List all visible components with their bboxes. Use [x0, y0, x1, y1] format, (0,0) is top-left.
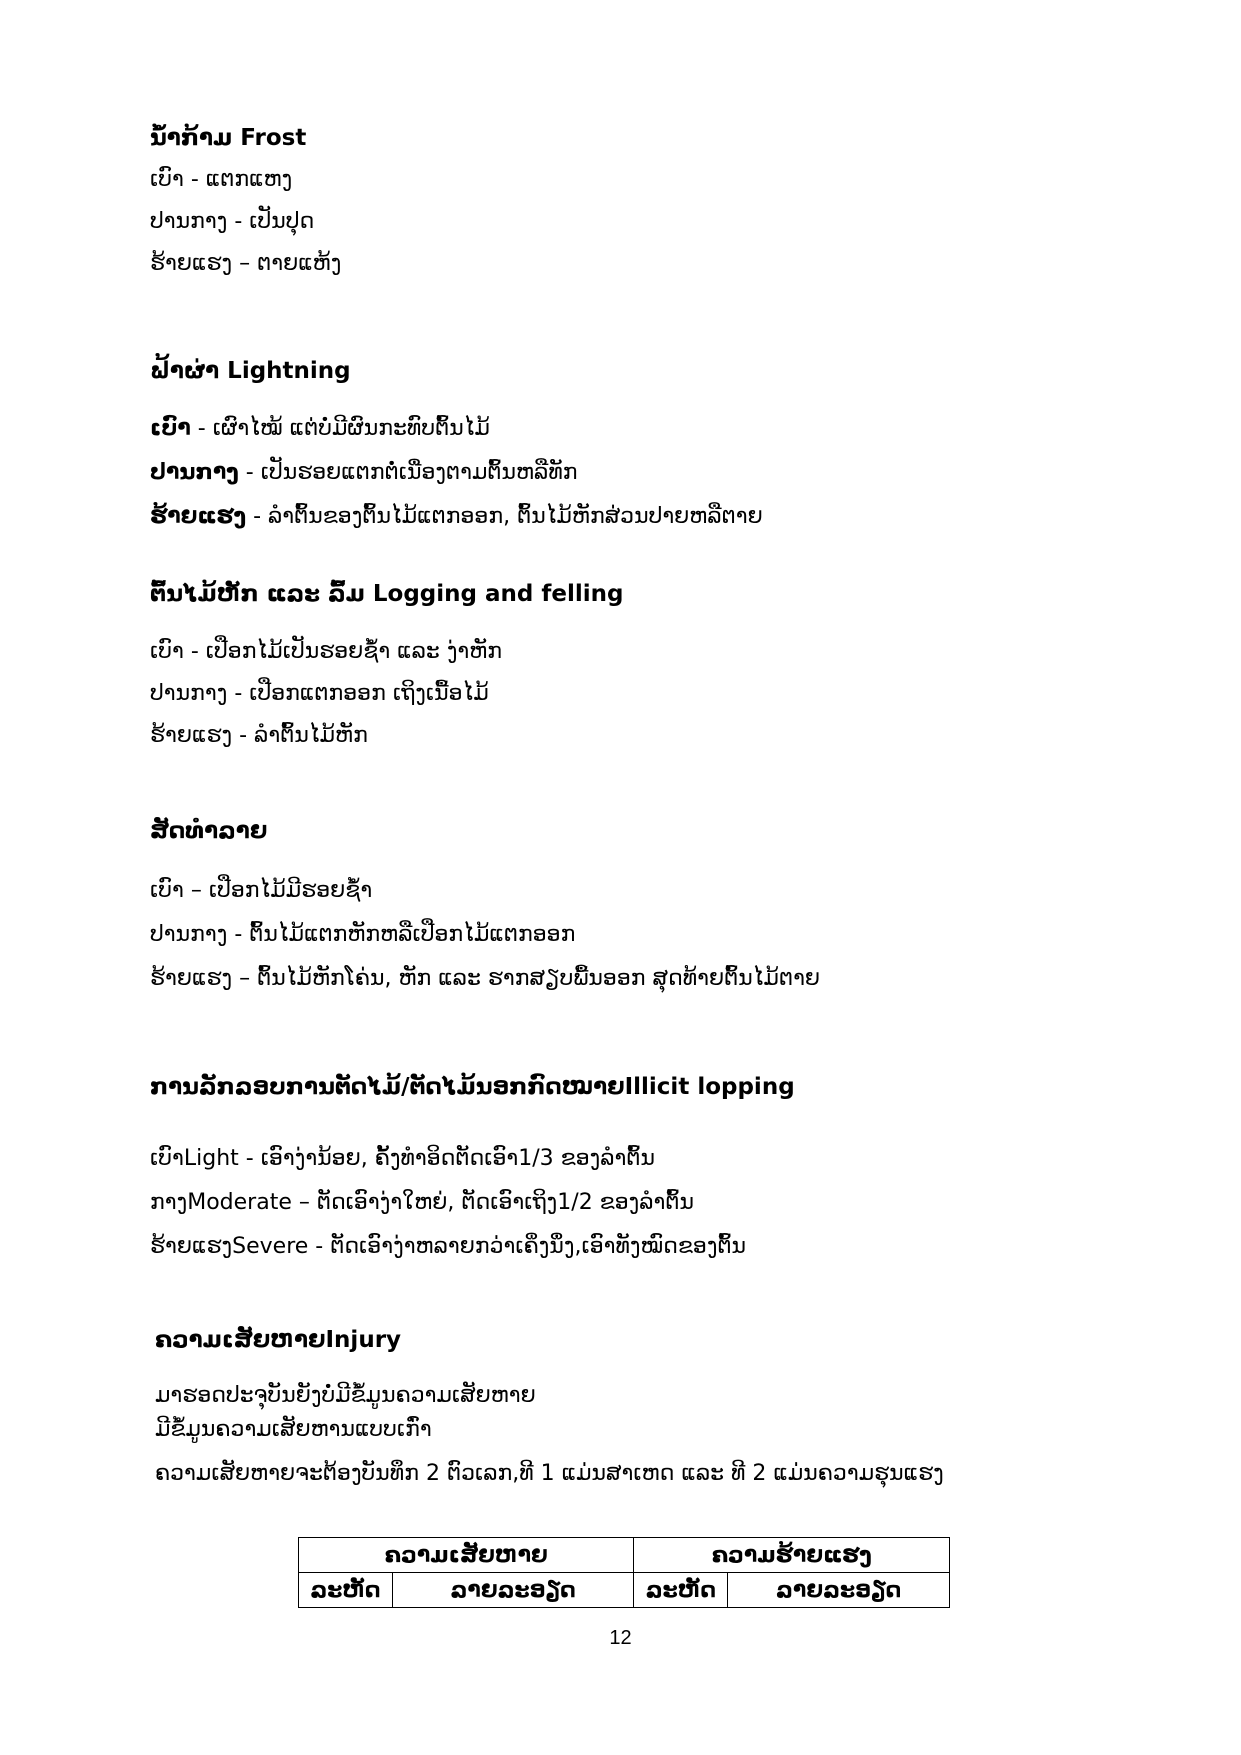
severity-line-severe: ຮ້າຍແຮງSevere - ຕັດເອົາງ່າຫລາຍກວ່າເຄິ່ງນຶ່ງ,ເອົາທັງໝົດຂອງຕົ້ນ: [150, 1234, 747, 1259]
section-heading: ການລັກລອບການຕັດໄມ້/ຕັດໄມ້ນອກກົດໝາຍIllicit lopping: [150, 1074, 795, 1100]
severity-line-moderate: ກາງModerate – ຕັດເອົາງ່າໃຫຍ່, ຕັດເອົາເຖິງ1/2 ຂອງລຳຕົ້ນ: [150, 1190, 695, 1215]
table-column-header: ລະຫັດ: [634, 1573, 728, 1608]
injury-code-table: [298, 1537, 950, 1608]
table-header-row: [299, 1538, 950, 1573]
section-heading: ຟ້າຜ່າ Lightning: [150, 358, 351, 384]
table-column-header: ລາຍລະອຽດ: [728, 1573, 950, 1608]
paragraph-line: ມາຮອດປະຈຸບັນຍັງບໍ່ມີຂໍ້ມູນຄວາມເສັຍຫາຍ: [155, 1383, 536, 1408]
section-frost: [150, 123, 1130, 279]
severity-text: - ລຳຕົ້ນຂອງຕົ້ນໄມ້ແຕກອອກ, ຕົ້ນໄມ້ຫັກສ່ວນປາຍຫລືຕາຍ: [246, 504, 763, 529]
severity-text: - ເປັນຮອຍແຕກຕໍ່ເນື່ອງຕາມຕົ້ນຫລືທັກ: [238, 460, 578, 485]
severity-line-light: [150, 414, 1130, 444]
section-heading: ນ້ຳກ້າມ Frost: [150, 125, 307, 151]
severity-line-severe: [150, 502, 1130, 532]
table-column-header: ລາຍລະອຽດ: [392, 1573, 634, 1608]
severity-line-moderate: ປານກາງ - ເປັນປຸດ: [150, 209, 315, 234]
severity-line-moderate: [150, 458, 1130, 488]
section-heading: ຕົ້ນໄມ້ຫັກ ແລະ ລົ້ມ Logging and felling: [150, 581, 624, 607]
paragraph-line: ຄວາມເສັຍຫາຍຈະຕ້ອງບັນທຶກ 2 ຕົວເລກ,ທີ 1 ແມ່ນສາເຫດ ແລະ ທີ 2 ແມ່ນຄວາມຮຸນແຮງ: [155, 1461, 944, 1486]
severity-line-severe: ຮ້າຍແຮງ - ລຳຕົ້ນໄມ້ຫັກ: [150, 723, 368, 748]
paragraph-line: ມີຂໍ້ມູນຄວາມເສັຍຫານແບບເກົ່າ: [155, 1417, 432, 1442]
table-group-header: ຄວາມເສັຍຫາຍ: [299, 1538, 634, 1573]
severity-label: ເບົາ: [150, 416, 191, 441]
section-heading: ສັດທຳລາຍ: [150, 818, 268, 844]
severity-line-moderate: ປານກາງ - ເປືອກແຕກອອກ ເຖິງເນື້ອໄມ້: [150, 681, 489, 706]
table-subheader-row: [299, 1573, 950, 1608]
table-column-header: ລະຫັດ: [299, 1573, 393, 1608]
section-illicit-lopping: [150, 1072, 1130, 1262]
section-injury: [155, 1325, 1135, 1489]
severity-line-moderate: ປານກາງ - ຕົ້ນໄມ້ແຕກຫັກຫລືເປືອກໄມ້ແຕກອອກ: [150, 922, 576, 947]
severity-text: - ເຜົາໄໝ້ ແຕ່ບໍ່ມີຜົນກະທົບຕົ້ນໄມ້: [190, 416, 490, 441]
severity-line-light: ເບົາ – ເປືອກໄມ້ມີຮອຍຊ້ຳ: [150, 878, 373, 903]
severity-line-severe: ຮ້າຍແຮງ – ຕົ້ນໄມ້ຫັກໂຄ່ນ, ຫັກ ແລະ ຮາກສຽບພື້ນອອກ ສຸດທ້າຍຕົ້ນໄມ້ຕາຍ: [150, 966, 821, 991]
severity-label: ຮ້າຍແຮງ: [150, 504, 247, 529]
severity-line-severe: ຮ້າຍແຮງ – ຕາຍແຫ້ງ: [150, 251, 342, 276]
section-lightning: [150, 356, 1130, 532]
severity-line-light: ເບົາ - ເປືອກໄມ້ເປັນຮອຍຊ້ຳ ແລະ ງ່າຫັກ: [150, 639, 503, 664]
section-logging: [150, 579, 1130, 751]
section-heading: ຄວາມເສັຍຫາຍInjury: [155, 1327, 402, 1353]
severity-line-light: ເບົາ - ແຕກແຫງ: [150, 167, 293, 192]
severity-line-light: ເບົາLight - ເອົາງ່ານ້ອຍ, ຄັ້ງທຳອິດຕັດເອົາ1/3 ຂອງລຳຕົ້ນ: [150, 1146, 655, 1171]
severity-label: ປານກາງ: [150, 460, 239, 485]
page-number: 12: [609, 1627, 632, 1649]
section-animal-damage: [150, 816, 1130, 994]
table-group-header: ຄວາມຮ້າຍແຮງ: [634, 1538, 950, 1573]
